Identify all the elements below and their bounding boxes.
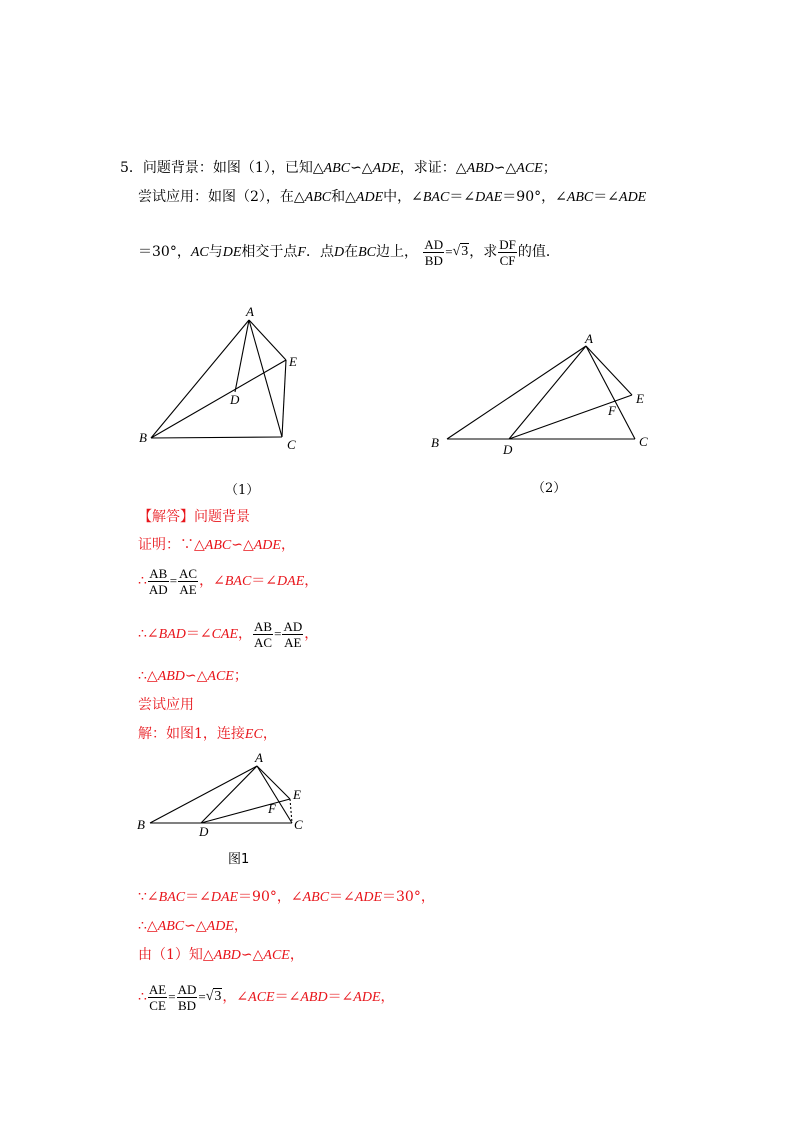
solution-line-9: 由（1）知△ABD∽△ACE， [138, 947, 304, 963]
label-a: A [585, 331, 593, 346]
problem-line-3: ＝30°，AC与DE相交于点F．点D在BC边上， $\frac{AD}{BD}$ =√3，求 $\frac{DF}{CF}$ 的值． [138, 232, 560, 273]
segment-ae [257, 766, 290, 799]
fraction-df-cf: $\frac{DF}{CF}$ [499, 236, 516, 268]
problem-line-2: 尝试应用：如图（2），在△ABC和△ADE中，∠BAC＝∠DAE＝90°，∠ABC＝∠ADE [138, 189, 647, 205]
figure-1-caption: （1） [225, 483, 260, 498]
problem-line-1: 5．问题背景：如图（1），已知△ABC∽△ADE，求证：△ABD∽△ACE； [120, 160, 557, 176]
label-b: B [137, 817, 145, 832]
solution-line-3: ∴∠BAD＝∠CAE， $\frac{AB}{AC}$ = $\frac{AD}{AE}$ ， [138, 618, 319, 650]
label-e: E [289, 354, 297, 369]
label-e: E [293, 787, 301, 802]
fraction-ad-bd: $\frac{AD}{BD}$ [177, 981, 197, 1013]
segment-ab [150, 766, 257, 823]
label-f: F [608, 403, 616, 418]
fraction-ab-ac: $\frac{AB}{AC}$ [254, 618, 273, 650]
solution-line-8: ∴△ABC∽△ADE， [138, 918, 248, 934]
segment-de [201, 799, 290, 823]
label-e: E [636, 391, 644, 406]
fraction-ae-ce: $\frac{AE}{CE}$ [148, 981, 167, 1013]
fraction-ad-ae: $\frac{AD}{AE}$ [283, 618, 303, 650]
label-c: C [639, 434, 648, 449]
label-d: D [503, 442, 513, 457]
solution-line-1: 证明：∵△ABC∽△ADE， [138, 537, 295, 553]
label-b: B [139, 430, 147, 445]
label-c: C [294, 817, 303, 832]
problem-number: 5． [120, 160, 143, 176]
solution-line-7: ∵∠BAC＝∠DAE＝90°，∠ABC＝∠ADE＝30°， [138, 889, 435, 905]
fraction-ac-ae: $\frac{AC}{AE}$ [179, 565, 198, 597]
label-b: B [431, 435, 439, 450]
label-a: A [246, 304, 254, 319]
figure-2-caption: （2） [532, 481, 567, 496]
label-c: C [287, 437, 296, 452]
solution-line-2: ∴ $\frac{AB}{AD}$ = $\frac{AC}{AE}$ ，∠BAC＝∠DAE， [138, 565, 319, 597]
label-f: F [268, 801, 276, 816]
label-d: D [199, 824, 209, 839]
figure-3-caption: 图1 [228, 852, 250, 867]
sqrt-3: √3 [205, 989, 222, 1004]
fraction-ad-bd: $\frac{AD}{BD}$ [424, 236, 444, 268]
solution-line-6: 解：如图1，连接EC， [138, 726, 277, 742]
solution-header: 【解答】问题背景 [138, 509, 250, 525]
segment-ad [201, 766, 257, 823]
label-a: A [255, 750, 263, 765]
solution-line-10: ∴ $\frac{AE}{CE}$ = $\frac{AD}{BD}$ =√3，∠ACE＝∠ABD＝∠ADE， [138, 977, 395, 1018]
solution-line-5: 尝试应用 [138, 697, 194, 713]
solution-line-4: ∴△ABD∽△ACE； [138, 668, 248, 684]
label-d: D [230, 392, 240, 407]
fraction-ab-ad: $\frac{AB}{AD}$ [148, 565, 168, 597]
sqrt-3: √3 [452, 244, 469, 259]
